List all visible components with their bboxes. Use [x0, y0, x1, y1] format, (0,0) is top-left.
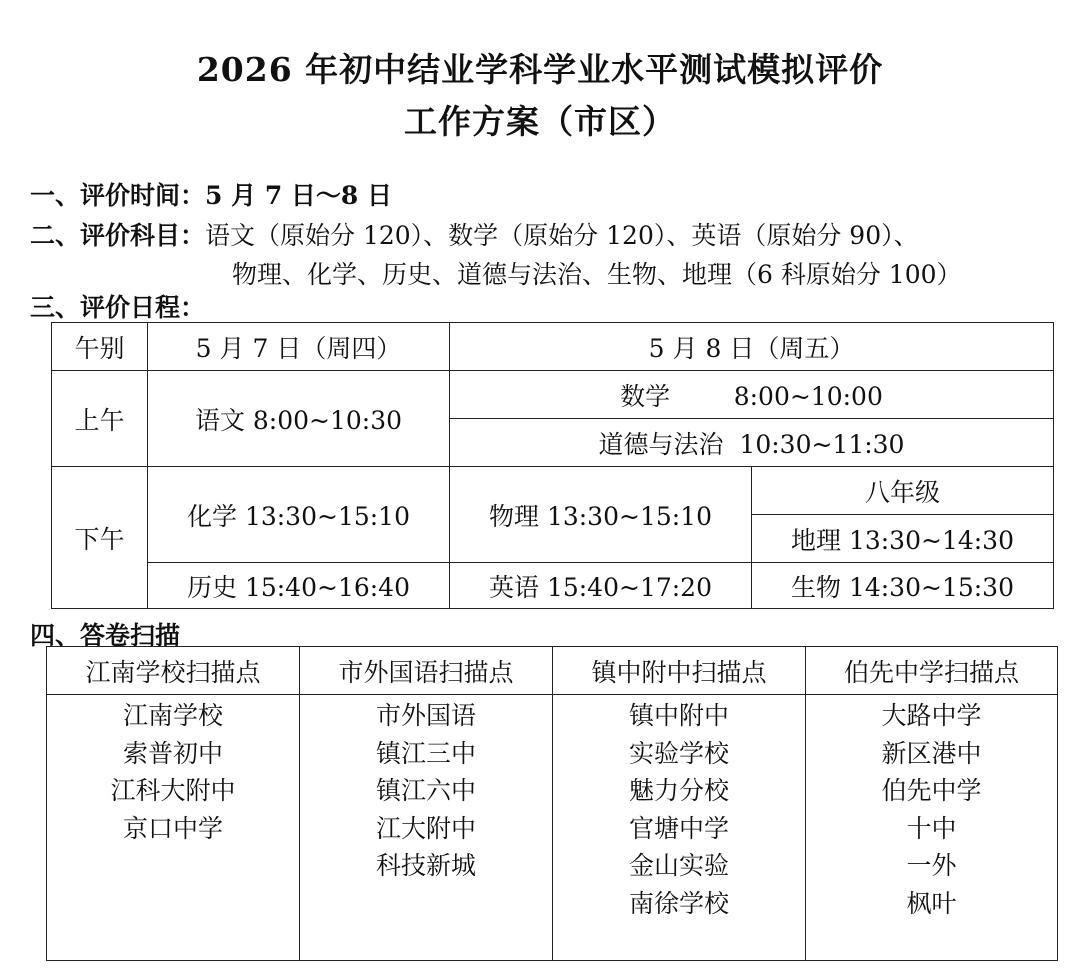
scan-header-4: 伯先中学扫描点	[806, 647, 1058, 695]
period-morning: 上午	[52, 371, 148, 467]
section-subjects	[30, 216, 919, 252]
period-afternoon: 下午	[52, 467, 148, 609]
header-day2: 5 月 8 日（周五）	[450, 323, 1054, 371]
school-item: 江南学校	[122, 701, 223, 730]
scan-column-2	[300, 695, 553, 961]
school-item: 枫叶	[906, 888, 957, 918]
school-item: 新区港中	[881, 738, 982, 768]
grade8-exam-1: 地理 13:30~14:30	[752, 515, 1054, 563]
document-title-line2: 工作方案（市区）	[404, 102, 676, 141]
day1-afternoon-exam-1: 化学 13:30~15:10	[148, 467, 450, 563]
subjects-line2: 物理、化学、历史、道德与法治、生物、地理（6 科原始分 100）	[232, 260, 962, 289]
school-item: 南徐学校	[628, 888, 729, 918]
day2-afternoon-exam-1: 物理 13:30~15:10	[450, 467, 752, 563]
scan-header-1: 江南学校扫描点	[47, 647, 300, 695]
school-item: 魅力分校	[628, 776, 729, 805]
section-schedule-label: 三、评价日程：	[30, 293, 206, 322]
school-item: 官塘中学	[628, 813, 729, 843]
schedule-table	[51, 322, 1054, 609]
school-item: 十中	[906, 813, 957, 843]
section-time	[30, 176, 392, 212]
day1-morning-exam: 语文 8:00~10:30	[148, 371, 450, 467]
scan-table	[46, 646, 1058, 961]
section-time-label: 一、评价时间：	[30, 181, 206, 210]
grade8-exam-2: 生物 14:30~15:30	[752, 563, 1054, 609]
scan-header-3: 镇中附中扫描点	[553, 647, 806, 695]
grade8-label: 八年级	[752, 467, 1054, 515]
school-item: 索普初中	[122, 738, 223, 768]
scan-column-1	[47, 695, 300, 961]
school-item: 伯先中学	[881, 776, 982, 805]
school-item: 京口中学	[122, 813, 223, 843]
scan-column-4	[806, 695, 1058, 961]
header-day1: 5 月 7 日（周四）	[148, 323, 450, 371]
scan-header-2: 市外国语扫描点	[300, 647, 553, 695]
document-title-line1: 2026 年初中结业学科学业水平测试模拟评价	[196, 50, 884, 89]
school-item: 镇中附中	[628, 701, 729, 730]
school-item: 镇江六中	[375, 776, 476, 805]
day2-afternoon-exam-2: 英语 15:40~17:20	[450, 563, 752, 609]
school-item: 江科大附中	[110, 776, 236, 805]
section-scan-label: 四、答卷扫描	[30, 621, 181, 650]
section-schedule	[30, 288, 205, 324]
school-item: 实验学校	[628, 738, 729, 768]
school-item: 镇江三中	[375, 738, 476, 768]
school-item: 市外国语	[375, 701, 476, 730]
scan-column-3	[553, 695, 806, 961]
subjects-line1: 语文（原始分 120）、数学（原始分 120）、英语（原始分 90）、	[205, 221, 919, 250]
section-subjects-label: 二、评价科目：	[30, 221, 206, 250]
section-time-value: 5 月 7 日～8 日	[205, 181, 393, 210]
school-item: 一外	[906, 851, 957, 880]
header-period: 午别	[52, 323, 148, 371]
day1-afternoon-exam-2: 历史 15:40~16:40	[148, 563, 450, 609]
school-item: 江大附中	[375, 813, 476, 843]
school-item: 科技新城	[375, 851, 476, 880]
day2-morning-exam-2: 道德与法治 10:30~11:30	[450, 419, 1054, 467]
school-item: 金山实验	[628, 851, 729, 880]
day2-morning-exam-1: 数学 8:00~10:00	[450, 371, 1054, 419]
school-item: 大路中学	[881, 701, 982, 730]
